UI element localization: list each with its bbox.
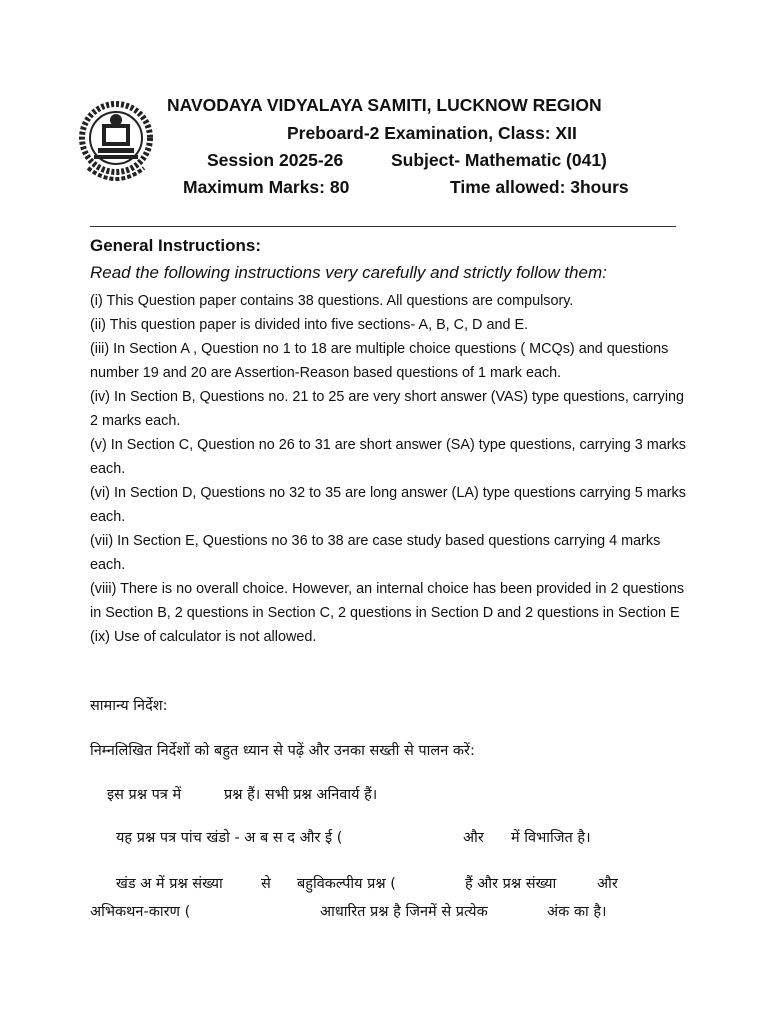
time-allowed: Time allowed: 3hours — [450, 177, 629, 197]
hindi-line-3: हैं और प्रश्न संख्या — [465, 876, 557, 892]
hindi-intro: निम्नलिखित निर्देशों को बहुत ध्यान से पढ़ें और उनका सख्ती से पालन करें: — [90, 743, 475, 759]
exam-title: Preboard-2 Examination, Class: XII — [287, 123, 577, 143]
org-name: NAVODAYA VIDYALAYA SAMITI, LUCKNOW REGION — [167, 95, 602, 115]
instruction-item: (viii) There is no overall choice. However, an internal choice has been provided in 2 questions in Section B, 2 questions in Section C, 2 questions in Section D and 2 questions in Section E — [90, 581, 685, 621]
hindi-line-2: में विभाजित है। — [511, 830, 591, 846]
hindi-line-2: और — [463, 830, 484, 846]
general-instructions-title: General Instructions: — [90, 236, 261, 255]
hindi-line-4: अंक का है। — [547, 904, 607, 920]
instruction-item: (i) This Question paper contains 38 questions. All questions are compulsory. — [90, 293, 574, 309]
nvs-emblem-icon — [74, 94, 158, 194]
hindi-line-1: इस प्रश्न पत्र में — [107, 787, 182, 803]
instruction-item: (ix) Use of calculator is not allowed. — [90, 629, 317, 645]
header-divider — [90, 226, 676, 227]
instruction-item: (ii) This question paper is divided into five sections- A, B, C, D and E. — [90, 317, 529, 333]
hindi-line-4: आधारित प्रश्न है जिनमें से प्रत्येक — [320, 904, 488, 920]
hindi-line-3: खंड अ में प्रश्न संख्या — [116, 876, 223, 892]
instruction-list — [90, 289, 690, 649]
instruction-item: (v) In Section C, Question no 26 to 31 are short answer (SA) type questions, carrying 3 marks each. — [90, 437, 686, 477]
hindi-line-3: से — [261, 876, 271, 892]
subject: Subject- Mathematic (041) — [391, 150, 607, 170]
general-instructions-intro: Read the following instructions very carefully and strictly follow them: — [90, 263, 607, 282]
hindi-line-4: अभिकथन-कारण ( — [90, 904, 191, 920]
instruction-item: (iii) In Section A , Question no 1 to 18 are multiple choice questions ( MCQs) and questions number 19 and 20 are Assertion-Reason based questions of 1 mark each. — [90, 341, 669, 381]
hindi-line-1: प्रश्न हैं। सभी प्रश्न अनिवार्य हैं। — [224, 787, 378, 803]
hindi-line-2: यह प्रश्न पत्र पांच खंडो - अ ब स द और ई ( — [116, 830, 343, 846]
hindi-line-3: बहुविकल्पीय प्रश्न ( — [297, 876, 396, 892]
session: Session 2025-26 — [207, 150, 344, 170]
hindi-instructions-title: सामान्य निर्देश: — [90, 698, 168, 714]
instruction-item: (vi) In Section D, Questions no 32 to 35 are long answer (LA) type questions carrying 5 marks each. — [90, 485, 686, 525]
max-marks: Maximum Marks: 80 — [183, 177, 350, 197]
hindi-line-3: और — [597, 876, 618, 892]
instruction-item: (vii) In Section E, Questions no 36 to 38 are case study based questions carrying 4 marks each. — [90, 533, 661, 573]
instruction-item: (iv) In Section B, Questions no. 21 to 25 are very short answer (VAS) type questions, carrying 2 marks each. — [90, 389, 685, 429]
